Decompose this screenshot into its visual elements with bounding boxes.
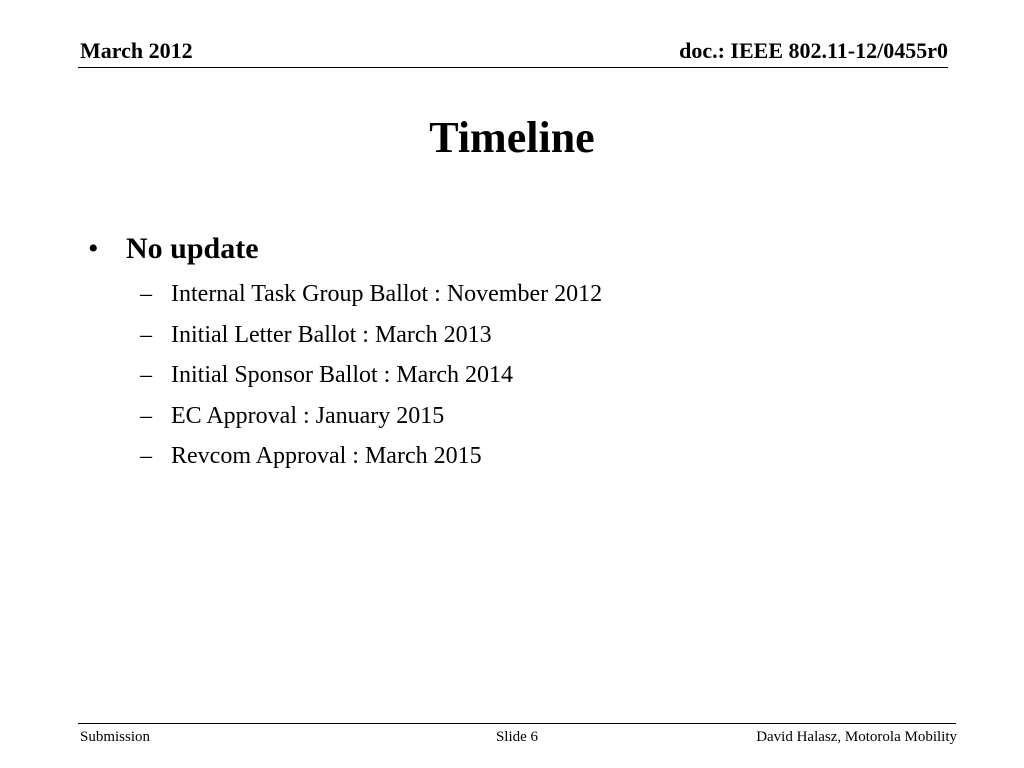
bullet-item — [88, 230, 259, 268]
sub-bullet-item — [140, 396, 602, 437]
slide-title: Timeline — [429, 113, 595, 162]
dash-marker: – — [140, 321, 152, 348]
header-doc-id: doc.: IEEE 802.11-12/0455r0 — [679, 38, 948, 63]
dash-marker: – — [140, 362, 152, 389]
bullet-marker: • — [88, 232, 99, 265]
sub-bullet-item — [140, 315, 602, 356]
sub-bullet-text: Initial Sponsor Ballot : March 2014 — [171, 362, 513, 389]
sub-bullet-item — [140, 274, 602, 315]
bullet-text: No update — [126, 232, 259, 265]
dash-marker: – — [140, 402, 152, 429]
sub-bullet-text: EC Approval : January 2015 — [171, 402, 445, 429]
sub-bullet-text: Initial Letter Ballot : March 2013 — [171, 321, 492, 348]
footer-divider — [78, 723, 956, 724]
footer-submission: Submission — [80, 729, 151, 745]
dash-marker: – — [140, 281, 152, 307]
sub-bullet-item — [140, 436, 602, 477]
sub-bullet-text: Revcom Approval : March 2015 — [171, 443, 482, 470]
footer-slide-number: Slide 6 — [495, 729, 539, 745]
footer-author: David Halasz, Motorola Mobility — [756, 729, 957, 745]
header-divider — [78, 67, 948, 68]
sub-bullet-text: Internal Task Group Ballot : November 2012 — [171, 281, 603, 307]
sub-bullet-list — [140, 274, 602, 477]
dash-marker: – — [140, 443, 152, 470]
sub-bullet-item — [140, 355, 602, 396]
header-date: March 2012 — [80, 38, 193, 63]
